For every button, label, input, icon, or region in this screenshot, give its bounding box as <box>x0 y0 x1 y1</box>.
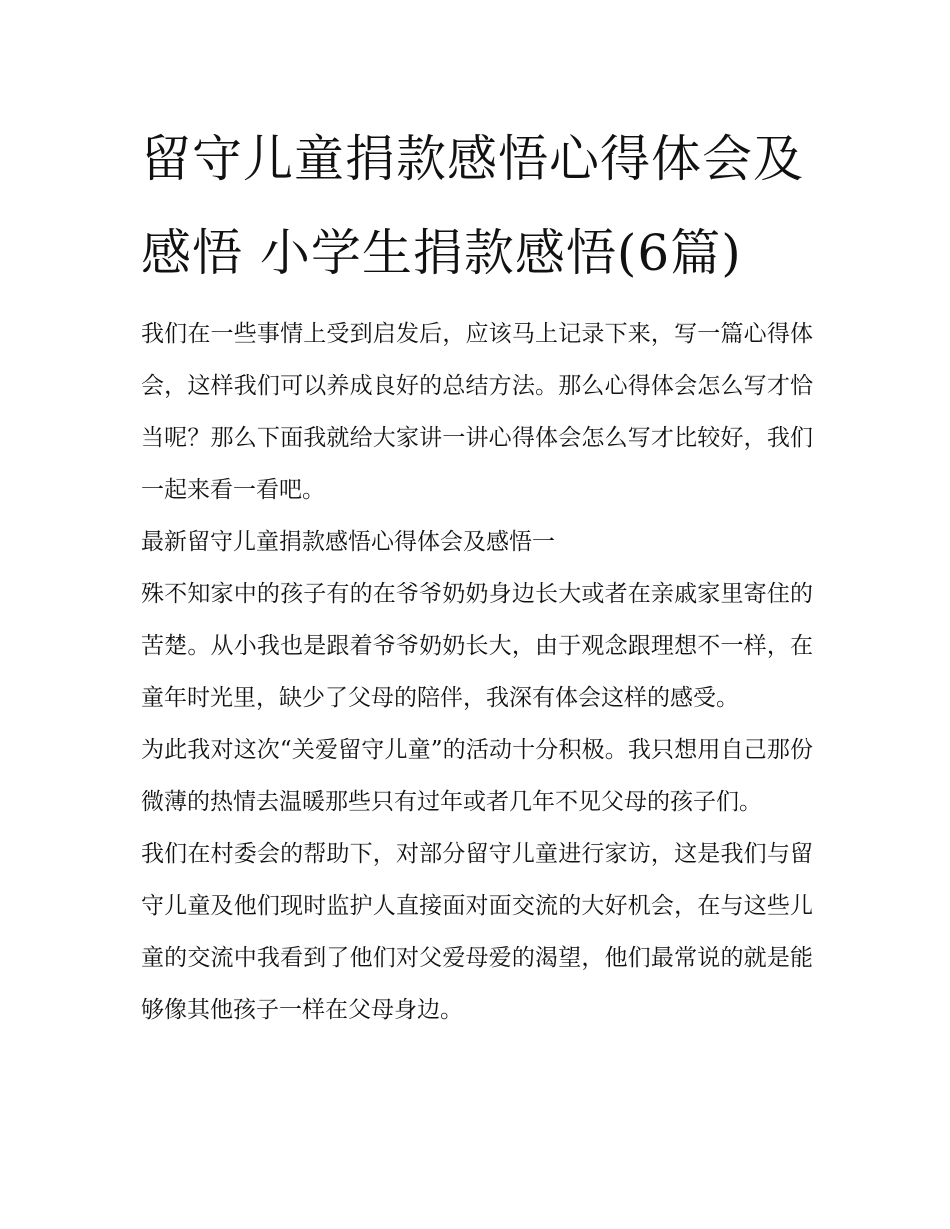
section-heading: 最新留守儿童捐款感悟心得体会及感悟一 <box>141 529 555 555</box>
body-paragraph: 为此我对这次“关爱留守儿童”的活动十分积极。我只想用自己那份微薄的热情去温暖那些只有过年或者几年不见父母的孩子们。 <box>141 737 813 815</box>
body-paragraph: 我们在村委会的帮助下，对部分留守儿童进行家访，这是我们与留守儿童及他们现时监护人直接面对面交流的大好机会，在与这些儿童的交流中我看到了他们对父爱母爱的渴望，他们最常说的就是能够像其他孩子一样在父母身边。 <box>141 841 813 1023</box>
intro-paragraph: 我们在一些事情上受到启发后，应该马上记录下来，写一篇心得体会，这样我们可以养成良好的总结方法。那么心得体会怎么写才恰当呢？那么下面我就给大家讲一讲心得体会怎么写才比较好，我们一起来看一看吧。 <box>141 321 813 503</box>
body-paragraph: 殊不知家中的孩子有的在爷爷奶奶身边长大或者在亲戚家里寄住的苦楚。从小我也是跟着爷爷奶奶长大，由于观念跟理想不一样，在童年时光里，缺少了父母的陪伴，我深有体会这样的感受。 <box>141 581 813 711</box>
document-body <box>141 308 813 1036</box>
document-page <box>141 112 813 1036</box>
document-title: 留守儿童捐款感悟心得体会及感悟 小学生捐款感悟(6篇) <box>141 130 804 282</box>
